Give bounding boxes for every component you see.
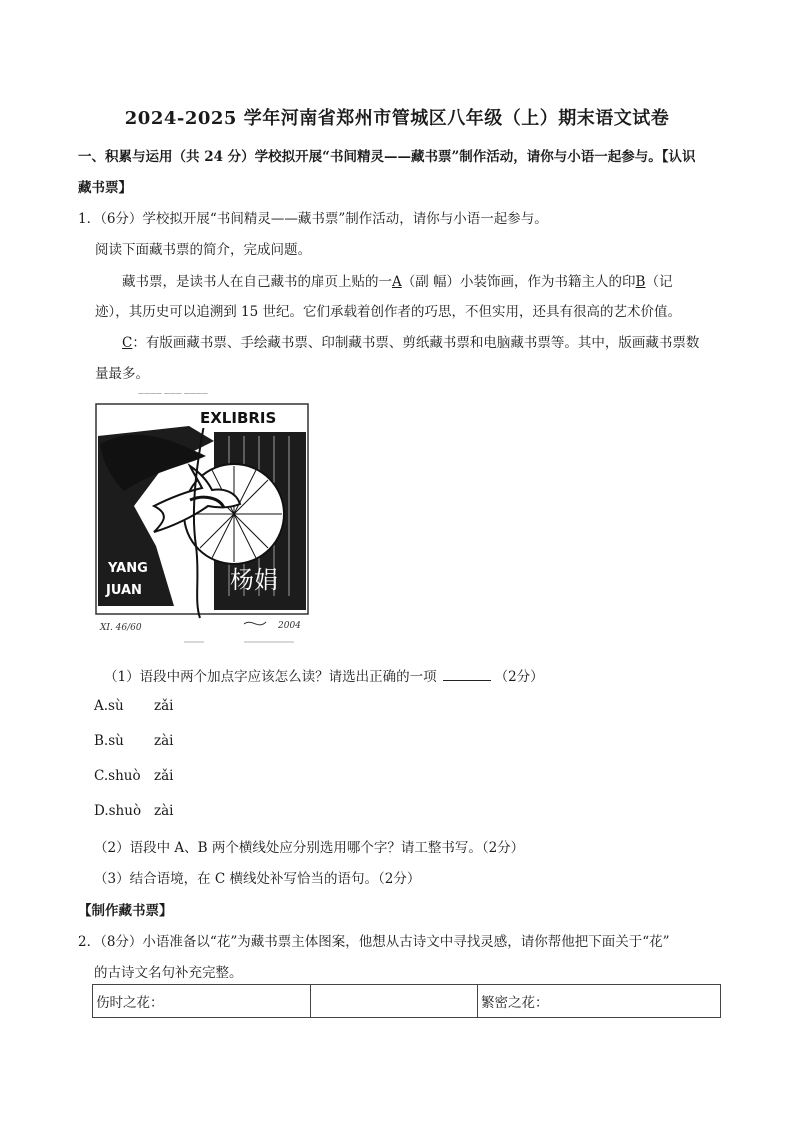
option-d-label: D.shuò bbox=[94, 803, 142, 819]
question-2-stem-cont: 的古诗文名句补充完整。 bbox=[94, 965, 243, 981]
passage-line-2: 迹），其历史可以追溯到 15 世纪。它们承载着创作者的巧思，不但实用，还具有很高的艺术价值。 bbox=[95, 304, 682, 320]
sub-question-1-text: （1）语段中两个加点字应该怎么读？请选出正确的一项 bbox=[104, 669, 437, 685]
sub-question-2: （2）语段中 A、B 两个横线处应分别选用哪个字？请工整书写。（2分） bbox=[94, 840, 525, 856]
passage-text: ：有版画藏书票、手绘藏书票、印制藏书票、剪纸藏书票和电脑藏书票等。其中，版画藏书票数 bbox=[132, 335, 700, 351]
option-b-second: zài bbox=[154, 733, 174, 749]
passage-line-3 bbox=[122, 331, 699, 351]
question-1-stem: 1．（6分）学校拟开展“书间精灵——藏书票”制作活动，请你与小语一起参与。 bbox=[78, 211, 548, 227]
sub-question-3: （3）结合语境，在 C 横线处补写恰当的语句。（2分） bbox=[94, 871, 421, 887]
option-c-second: zǎi bbox=[154, 768, 174, 784]
question-2-stem: 2．（8分）小语准备以“花”为藏书票主体图案，他想从古诗文中寻找灵感，请你帮他把下面关于“花” bbox=[78, 934, 670, 950]
exlibris-label: EXLIBRIS bbox=[200, 409, 277, 427]
table-cell[interactable] bbox=[311, 985, 478, 1018]
table-cell[interactable]: 繁密之花： bbox=[478, 985, 721, 1018]
section-make-heading: 【制作藏书票】 bbox=[78, 903, 173, 919]
option-c-label: C.shuò bbox=[94, 768, 141, 784]
sub-question-1-points: （2分） bbox=[494, 669, 544, 685]
name-line-1: YANG bbox=[108, 561, 148, 576]
option-c[interactable] bbox=[94, 768, 174, 784]
edition-year: 2004 bbox=[278, 621, 301, 631]
sub-question-1 bbox=[104, 665, 544, 685]
table-row bbox=[93, 985, 721, 1018]
page-title: 2024-2025 学年河南省郑州市管城区八年级（上）期末语文试卷 bbox=[124, 108, 670, 129]
answer-blank[interactable] bbox=[443, 668, 491, 681]
passage-line-4: 量最多。 bbox=[95, 366, 149, 382]
option-d[interactable] bbox=[94, 803, 174, 819]
question-1-intro: 阅读下面藏书票的简介，完成问题。 bbox=[95, 242, 311, 258]
name-line-2: JUAN bbox=[106, 583, 142, 598]
blank-mark-a: A bbox=[392, 274, 402, 290]
section-heading-cont: 藏书票】 bbox=[78, 180, 132, 196]
blank-mark-c: C bbox=[122, 335, 133, 351]
passage-line-1 bbox=[122, 270, 672, 290]
section-heading: 一、积累与运用（共 24 分）学校拟开展“书间精灵——藏书票”制作活动，请你与小语一起参与。【认识 bbox=[78, 149, 696, 165]
passage-text: （记 bbox=[645, 274, 673, 290]
blank-mark-b: B bbox=[635, 274, 646, 290]
passage-text: （副 幅）小装饰画，作为书籍主人的印 bbox=[401, 274, 636, 290]
option-d-second: zài bbox=[154, 803, 174, 819]
image-top-caption: ———— ——— ———— bbox=[138, 390, 208, 397]
option-a[interactable] bbox=[94, 698, 174, 714]
option-a-label: A.sù bbox=[94, 698, 124, 714]
option-b[interactable] bbox=[94, 733, 174, 749]
flower-poem-table bbox=[92, 984, 721, 1018]
passage-text: 藏书票，是读书人在自己藏书的扉页上贴的一 bbox=[122, 274, 392, 290]
option-b-label: B.sù bbox=[94, 733, 124, 749]
table-cell[interactable]: 伤时之花： bbox=[93, 985, 311, 1018]
chinese-name: 杨娟 bbox=[230, 566, 278, 594]
option-a-second: zǎi bbox=[154, 698, 174, 714]
edition-number: XI. 46/60 bbox=[100, 623, 142, 633]
bookplate-image bbox=[94, 396, 314, 648]
